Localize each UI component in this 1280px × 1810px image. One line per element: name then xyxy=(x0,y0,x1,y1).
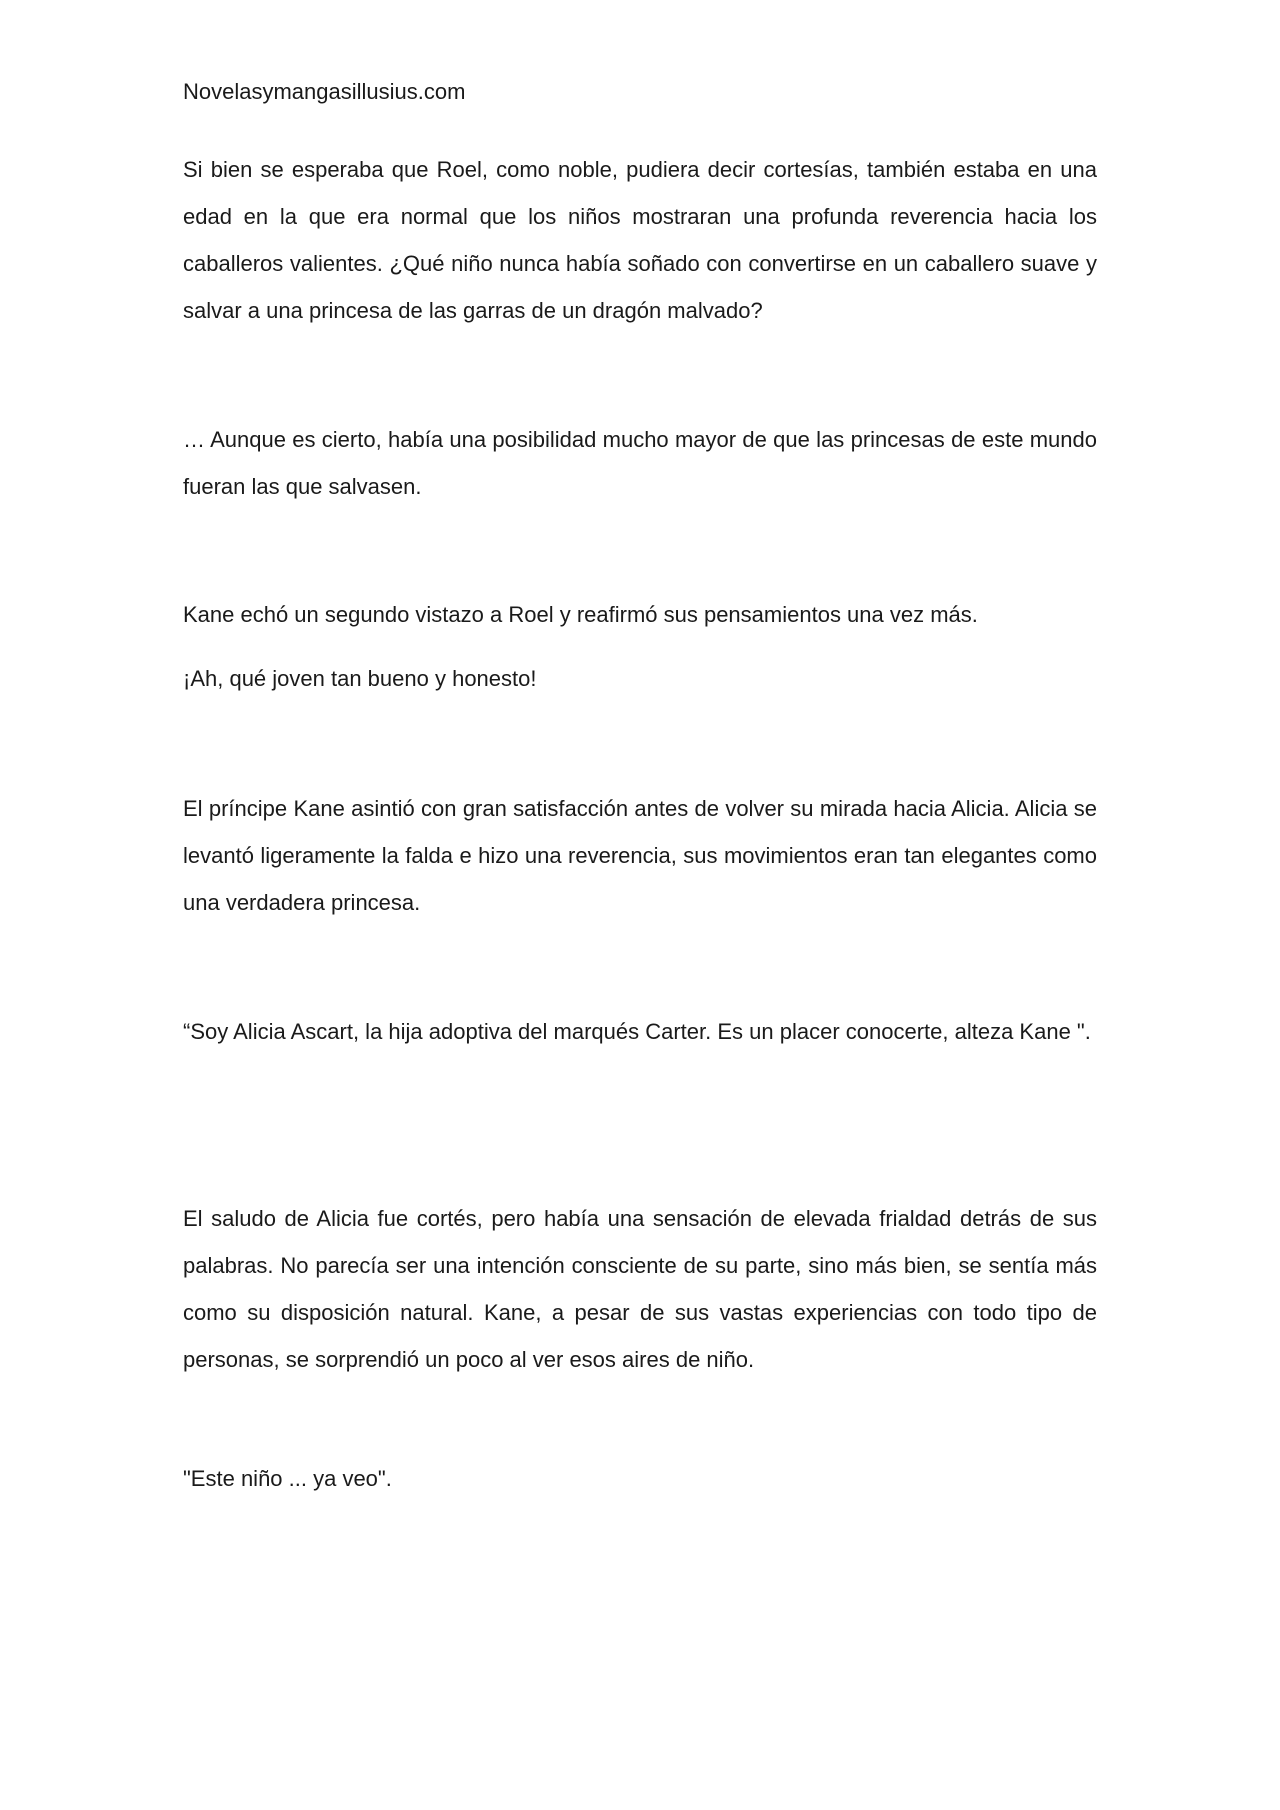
paragraph-kane-glance: Kane echó un segundo vistazo a Roel y reafirmó sus pensamientos una vez más. xyxy=(183,602,978,627)
paragraph-alicia-coldness: El saludo de Alicia fue cortés, pero había una sensación de elevada frialdad detrás de sus palabras. No parecía ser una intención consciente de su parte, sino más bien, se sentía más como su disposición natural. Kane, a pesar de sus vastas experiencias con todo tipo de personas, se sorprendió un poco al ver esos aires de niño. xyxy=(183,1206,1097,1372)
paragraph-roel-courtesy: Si bien se esperaba que Roel, como noble, pudiera decir cortesías, también estaba en una edad en la que era normal que los niños mostraran una profunda reverencia hacia los caballeros valientes. ¿Qué niño nunca había soñado con convertirse en un caballero suave y salvar a una princesa de las garras de un dragón malvado? xyxy=(183,157,1097,323)
paragraph-princesses: … Aunque es cierto, había una posibilidad mucho mayor de que las princesas de este mundo fueran las que salvasen. xyxy=(183,427,1097,499)
paragraph-kane-remark: "Este niño ... ya veo". xyxy=(183,1466,392,1491)
site-header: Novelasymangasillusius.com xyxy=(183,79,466,104)
paragraph-alicia-greeting: “Soy Alicia Ascart, la hija adoptiva del marqués Carter. Es un placer conocerte, alteza Kane ". xyxy=(183,1019,1091,1044)
paragraph-exclamation: ¡Ah, qué joven tan bueno y honesto! xyxy=(183,666,537,691)
paragraph-alicia-bow: El príncipe Kane asintió con gran satisfacción antes de volver su mirada hacia Alicia. Alicia se levantó ligeramente la falda e hizo una reverencia, sus movimientos eran tan elegantes como una verdadera princesa. xyxy=(183,796,1097,915)
